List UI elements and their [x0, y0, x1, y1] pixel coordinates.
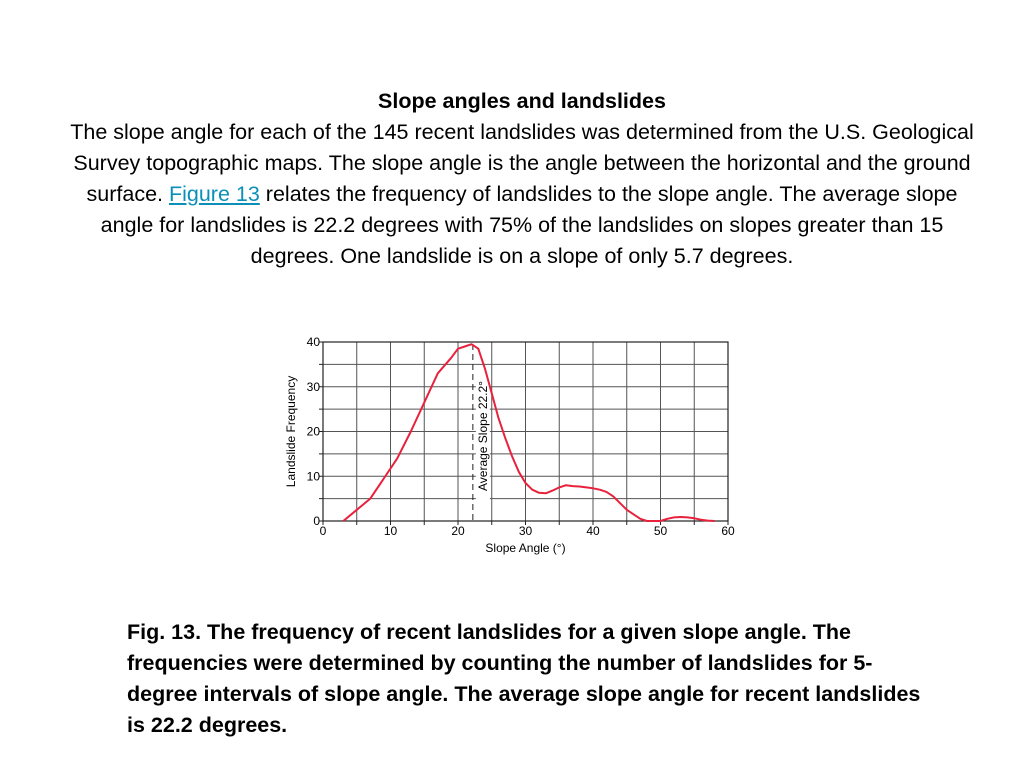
y-tick-label: 0: [313, 514, 320, 528]
x-axis-label: Slope Angle (°): [485, 541, 566, 555]
y-tick-label: 40: [306, 335, 320, 349]
figure-13-link[interactable]: Figure 13: [168, 182, 260, 206]
chart-annotation: [473, 344, 490, 521]
y-tick-label: 20: [306, 424, 320, 439]
chart-labels: [284, 335, 735, 555]
y-axis-label: Landslide Frequency: [284, 375, 298, 488]
average-slope-label: Average Slope 22.2°: [475, 381, 490, 491]
x-tick-label: 40: [586, 524, 600, 538]
intro-paragraph-end: relates the frequency of landslides to the slope angle. The average slope angle for landslides is 22.2 degrees with 75% of the landslides on slopes greater than 15 degrees. One landslide is on a slope of only 5.7 degrees.: [100, 182, 958, 268]
chart-grid: [323, 342, 728, 521]
y-tick-label: 30: [306, 379, 320, 394]
x-tick-label: 50: [653, 524, 668, 538]
intro-paragraph-start: The slope angle for each of the 145 recent landslides was determined from the U.S. Geological Survey topographic maps. The slope angle is the angle between the horizontal and the ground surface.: [70, 120, 974, 206]
page-title: Slope angles and landslides: [378, 89, 666, 113]
x-tick-label: 30: [518, 524, 533, 538]
chart-axes: [319, 342, 728, 525]
x-tick-label: 20: [451, 524, 465, 538]
landslide-frequency-chart: [280, 326, 750, 566]
x-tick-label: 60: [721, 524, 735, 538]
intro-text: [60, 86, 984, 272]
chart-svg: [280, 326, 750, 566]
x-tick-label: 0: [319, 524, 327, 538]
y-tick-label: 10: [306, 469, 320, 484]
x-tick-label: 10: [383, 524, 398, 538]
figure-caption: Fig. 13. The frequency of recent landslides for a given slope angle. The frequencies were determined by counting the number of landslides for 5-degree intervals of slope angle. The average slope angle for recent landslides is 22.2 degrees.: [127, 620, 921, 737]
chart-series: [343, 344, 714, 521]
frequency-line: [343, 344, 714, 521]
